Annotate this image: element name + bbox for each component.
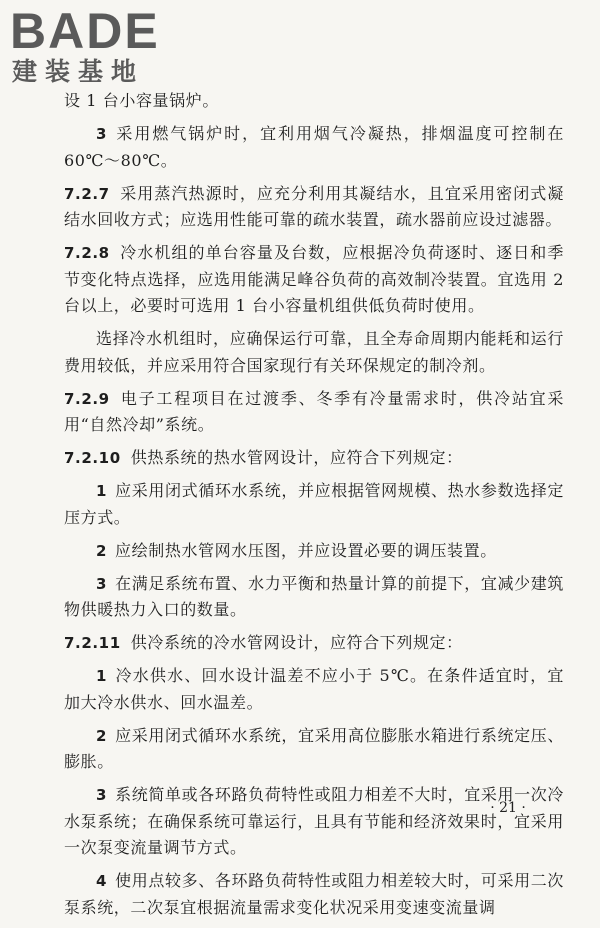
item-text: 采用燃气锅炉时，宜利用烟气冷凝热，排烟温度可控制在 60℃～80℃。 (64, 124, 564, 170)
paragraph-text: 选择冷水机组时，应确保运行可靠，且全寿命周期内能耗和运行费用较低，并应采用符合国家现行有关环保规定的制冷剂。 (64, 329, 564, 375)
list-item (64, 538, 564, 565)
clause-text: 电子工程项目在过渡季、冬季有冷量需求时，供冷站宜采用“自然冷却”系统。 (64, 388, 564, 434)
clause-7-2-7 (64, 181, 564, 234)
list-item (64, 663, 564, 716)
item-text: 系统简单或各环路负荷特性或阻力相差不大时，宜采用一次冷水泵系统；在确保系统可靠运行，且具有节能和经济效果时，宜采用一次泵变流量调节方式。 (64, 785, 564, 857)
body-paragraph (64, 326, 564, 379)
item-number: 3 (96, 574, 108, 593)
list-item (64, 121, 564, 174)
clause-text: 供热系统的热水管网设计，应符合下列规定： (130, 448, 463, 467)
item-text: 应采用闭式循环水系统，宜采用高位膨胀水箱进行系统定压、膨胀。 (64, 725, 564, 771)
item-text: 应绘制热水管网水压图，并应设置必要的调压装置。 (115, 540, 497, 560)
paragraph-continuation (64, 88, 564, 115)
list-item (64, 478, 564, 531)
item-text: 应采用闭式循环水系统，并应根据管网规模、热水参数选择定压方式。 (64, 481, 564, 527)
logo (10, 4, 180, 88)
clause-text: 供冷系统的冷水管网设计，应符合下列规定： (130, 633, 463, 652)
clause-7-2-10 (64, 445, 564, 472)
clause-number: 7.2.11 (64, 634, 121, 652)
logo-subtitle: 建装基地 (12, 57, 145, 86)
item-number: 1 (96, 667, 108, 685)
list-item (64, 723, 564, 776)
list-item (64, 868, 564, 921)
item-number: 1 (96, 482, 108, 500)
paragraph-text: 设 1 台小容量锅炉。 (64, 91, 219, 110)
clause-7-2-11 (64, 630, 564, 657)
clause-7-2-9 (64, 386, 564, 439)
item-number: 3 (96, 125, 108, 143)
logo-mark: BADE (10, 3, 160, 59)
item-text: 在满足系统布置、水力平衡和热量计算的前提下，宜减少建筑物供暖热力入口的数量。 (64, 573, 564, 619)
clause-number: 7.2.8 (64, 244, 110, 262)
item-text: 冷水供水、回水设计温差不应小于 5℃。在条件适宜时，宜加大冷水供水、回水温差。 (64, 666, 564, 712)
item-number: 3 (96, 786, 108, 804)
item-number: 2 (96, 726, 108, 745)
clause-text: 冷水机组的单台容量及台数，应根据冷负荷逐时、逐日和季节变化特点选择，应选用能满足峰谷负荷的高效制冷装置。宜选用 2 台以上，必要时可选用 1 台小容量机组供低负荷时使用。 (64, 243, 564, 315)
item-number: 4 (96, 872, 108, 890)
list-item (64, 571, 564, 624)
clause-text: 采用蒸汽热源时，应充分利用其凝结水，且宜采用密闭式凝结水回收方式；应选用性能可靠的疏水装置，疏水器前应设过滤器。 (64, 183, 564, 229)
item-text: 使用点较多、各环路负荷特性或阻力相差较大时，可采用二次泵系统，二次泵宜根据流量需求变化状况采用变速变流量调 (64, 871, 564, 917)
item-number: 2 (96, 541, 108, 560)
clause-7-2-8 (64, 240, 564, 320)
clause-number: 7.2.9 (64, 389, 110, 408)
clause-number: 7.2.10 (64, 449, 121, 467)
list-item (64, 782, 564, 862)
page-number: · 21 · (490, 800, 526, 816)
clause-number: 7.2.7 (64, 184, 110, 203)
